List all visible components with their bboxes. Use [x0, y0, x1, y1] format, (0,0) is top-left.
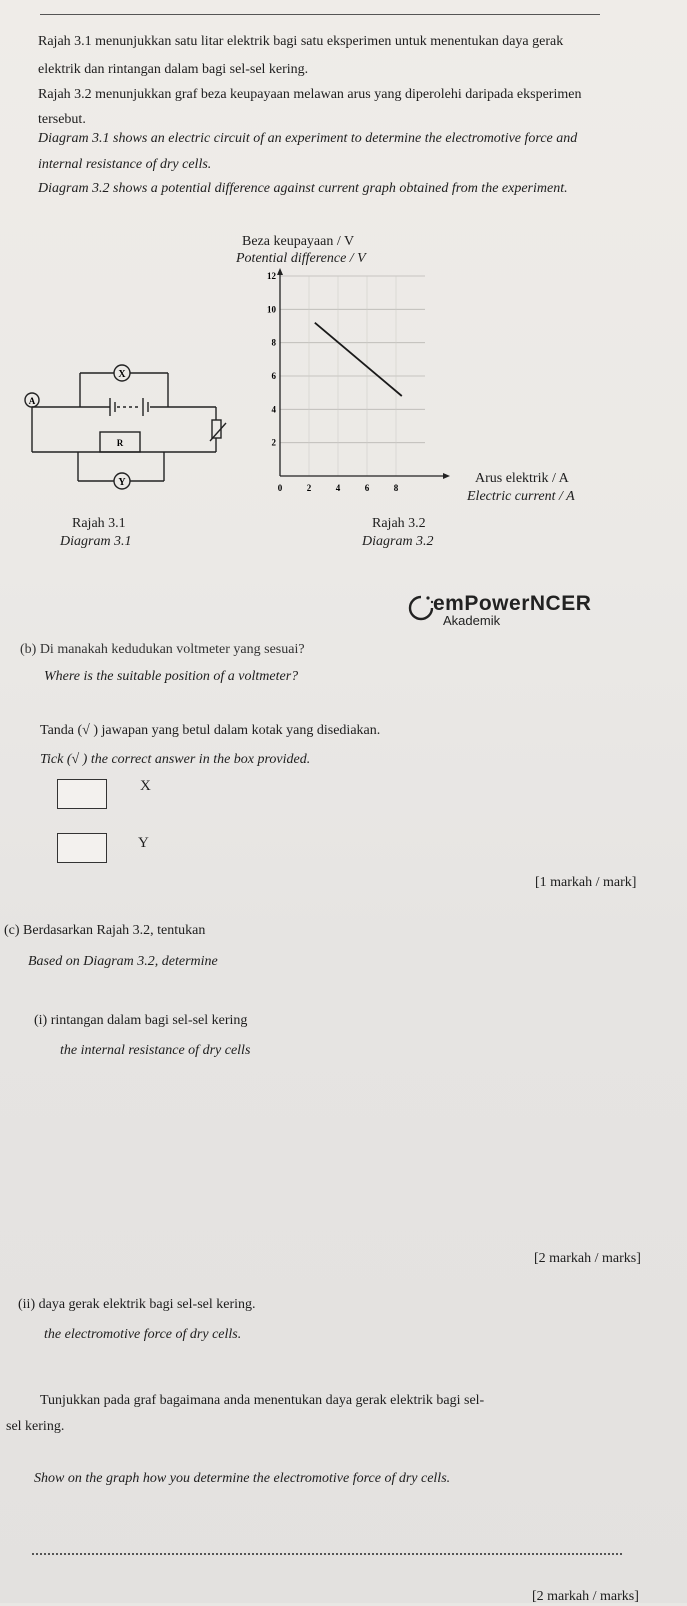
part-c-i-marks: [2 markah / marks] — [534, 1251, 641, 1266]
voltmeter-position-x-label: X — [118, 369, 126, 380]
part-c-i-question-ms: (i) rintangan dalam bagi sel-sel kering — [34, 1013, 248, 1028]
graph-y-axis-label-en: Potential difference / V — [236, 251, 366, 266]
part-b-question-en: Where is the suitable position of a voltmeter? — [44, 669, 299, 684]
x-tick-label: 2 — [306, 483, 312, 493]
x-tick-label: 8 — [393, 483, 399, 493]
graph-y-axis-label-ms: Beza keupayaan / V — [242, 234, 355, 249]
graph-x-axis-label-ms: Arus elektrik / A — [475, 471, 569, 486]
graph-data-line — [315, 323, 402, 396]
y-tick-label: 10 — [267, 304, 276, 315]
graph-grid — [280, 276, 425, 476]
y-tick-label: 6 — [271, 371, 276, 381]
resistor-label: R — [116, 438, 124, 448]
part-b-question-ms: (b) Di manakah kedudukan voltmeter yang sesuai? — [20, 642, 305, 657]
logo-main-text: emPowerNCER — [433, 592, 592, 615]
intro-en-line-3: Diagram 3.2 shows a potential difference against current graph obtained from the experiment. — [38, 181, 568, 196]
y-axis-arrow-icon — [277, 268, 283, 275]
x-tick-label: 4 — [335, 483, 341, 493]
answer-option-y-label: Y — [138, 835, 149, 851]
circuit-caption-ms: Rajah 3.1 — [72, 516, 126, 531]
intro-ms-line-1: Rajah 3.1 menunjukkan satu litar elektrik bagi satu eksperimen untuk menentukan daya gerak — [38, 34, 564, 49]
circuit-caption-en: Diagram 3.1 — [60, 534, 132, 549]
ammeter-label: A — [28, 396, 36, 406]
answer-option-x-label: X — [140, 778, 151, 794]
intro-en-line-1: Diagram 3.1 shows an electric circuit of an experiment to determine the electromotive force and — [38, 131, 578, 146]
graph-caption-en: Diagram 3.2 — [362, 534, 434, 549]
x-axis-arrow-icon — [443, 473, 450, 479]
y-tick-label: 2 — [271, 437, 276, 448]
y-tick-label: 12 — [267, 271, 276, 281]
logo-sub-text: Akademik — [443, 613, 501, 628]
y-tick-label: 4 — [271, 404, 276, 415]
graph-x-axis-label-en: Electric current / A — [467, 489, 575, 504]
intro-ms-line-2: elektrik dan rintangan dalam bagi sel-sel kering. — [38, 62, 309, 77]
part-b-instruction-ms: Tanda (√ ) jawapan yang betul dalam kotak yang disediakan. — [40, 723, 381, 738]
part-c-ii-show-ms-line-2: sel kering. — [6, 1419, 65, 1434]
intro-en-line-2: internal resistance of dry cells. — [38, 157, 212, 172]
x-tick-label: 6 — [364, 483, 370, 493]
voltmeter-position-y-label: Y — [118, 477, 126, 488]
answer-checkbox-y[interactable] — [57, 833, 107, 863]
data-line — [315, 323, 402, 396]
part-b-instruction-en: Tick (√ ) the correct answer in the box provided. — [40, 752, 311, 767]
part-c-ii-question-en: the electromotive force of dry cells. — [44, 1327, 242, 1342]
header-rule — [40, 0, 600, 15]
part-c-i-question-en: the internal resistance of dry cells — [60, 1043, 251, 1058]
y-tick-label: 8 — [271, 337, 276, 348]
part-b-marks: [1 markah / mark] — [535, 875, 637, 890]
graph-tick-labels — [267, 271, 399, 493]
part-c-ii-marks: [2 markah / marks] — [532, 1589, 639, 1604]
x-tick-label: 0 — [277, 483, 283, 493]
answer-checkbox-x[interactable] — [57, 779, 107, 809]
part-c-question-en: Based on Diagram 3.2, determine — [28, 954, 218, 969]
intro-ms-line-4: tersebut. — [38, 112, 86, 127]
part-c-ii-question-ms: (ii) daya gerak elektrik bagi sel-sel kering. — [18, 1297, 256, 1312]
answer-line[interactable] — [32, 1553, 622, 1555]
pd-current-graph — [255, 268, 470, 500]
intro-ms-line-3: Rajah 3.2 menunjukkan graf beza keupayaan melawan arus yang diperolehi daripada eksperimen — [38, 87, 582, 102]
graph-caption-ms: Rajah 3.2 — [372, 516, 426, 531]
part-c-ii-show-ms-line-1: Tunjukkan pada graf bagaimana anda menentukan daya gerak elektrik bagi sel- — [40, 1393, 485, 1408]
part-c-ii-show-en: Show on the graph how you determine the electromotive force of dry cells. — [34, 1471, 451, 1486]
graph-axes — [277, 268, 450, 479]
part-c-question-ms: (c) Berdasarkan Rajah 3.2, tentukan — [4, 923, 206, 938]
